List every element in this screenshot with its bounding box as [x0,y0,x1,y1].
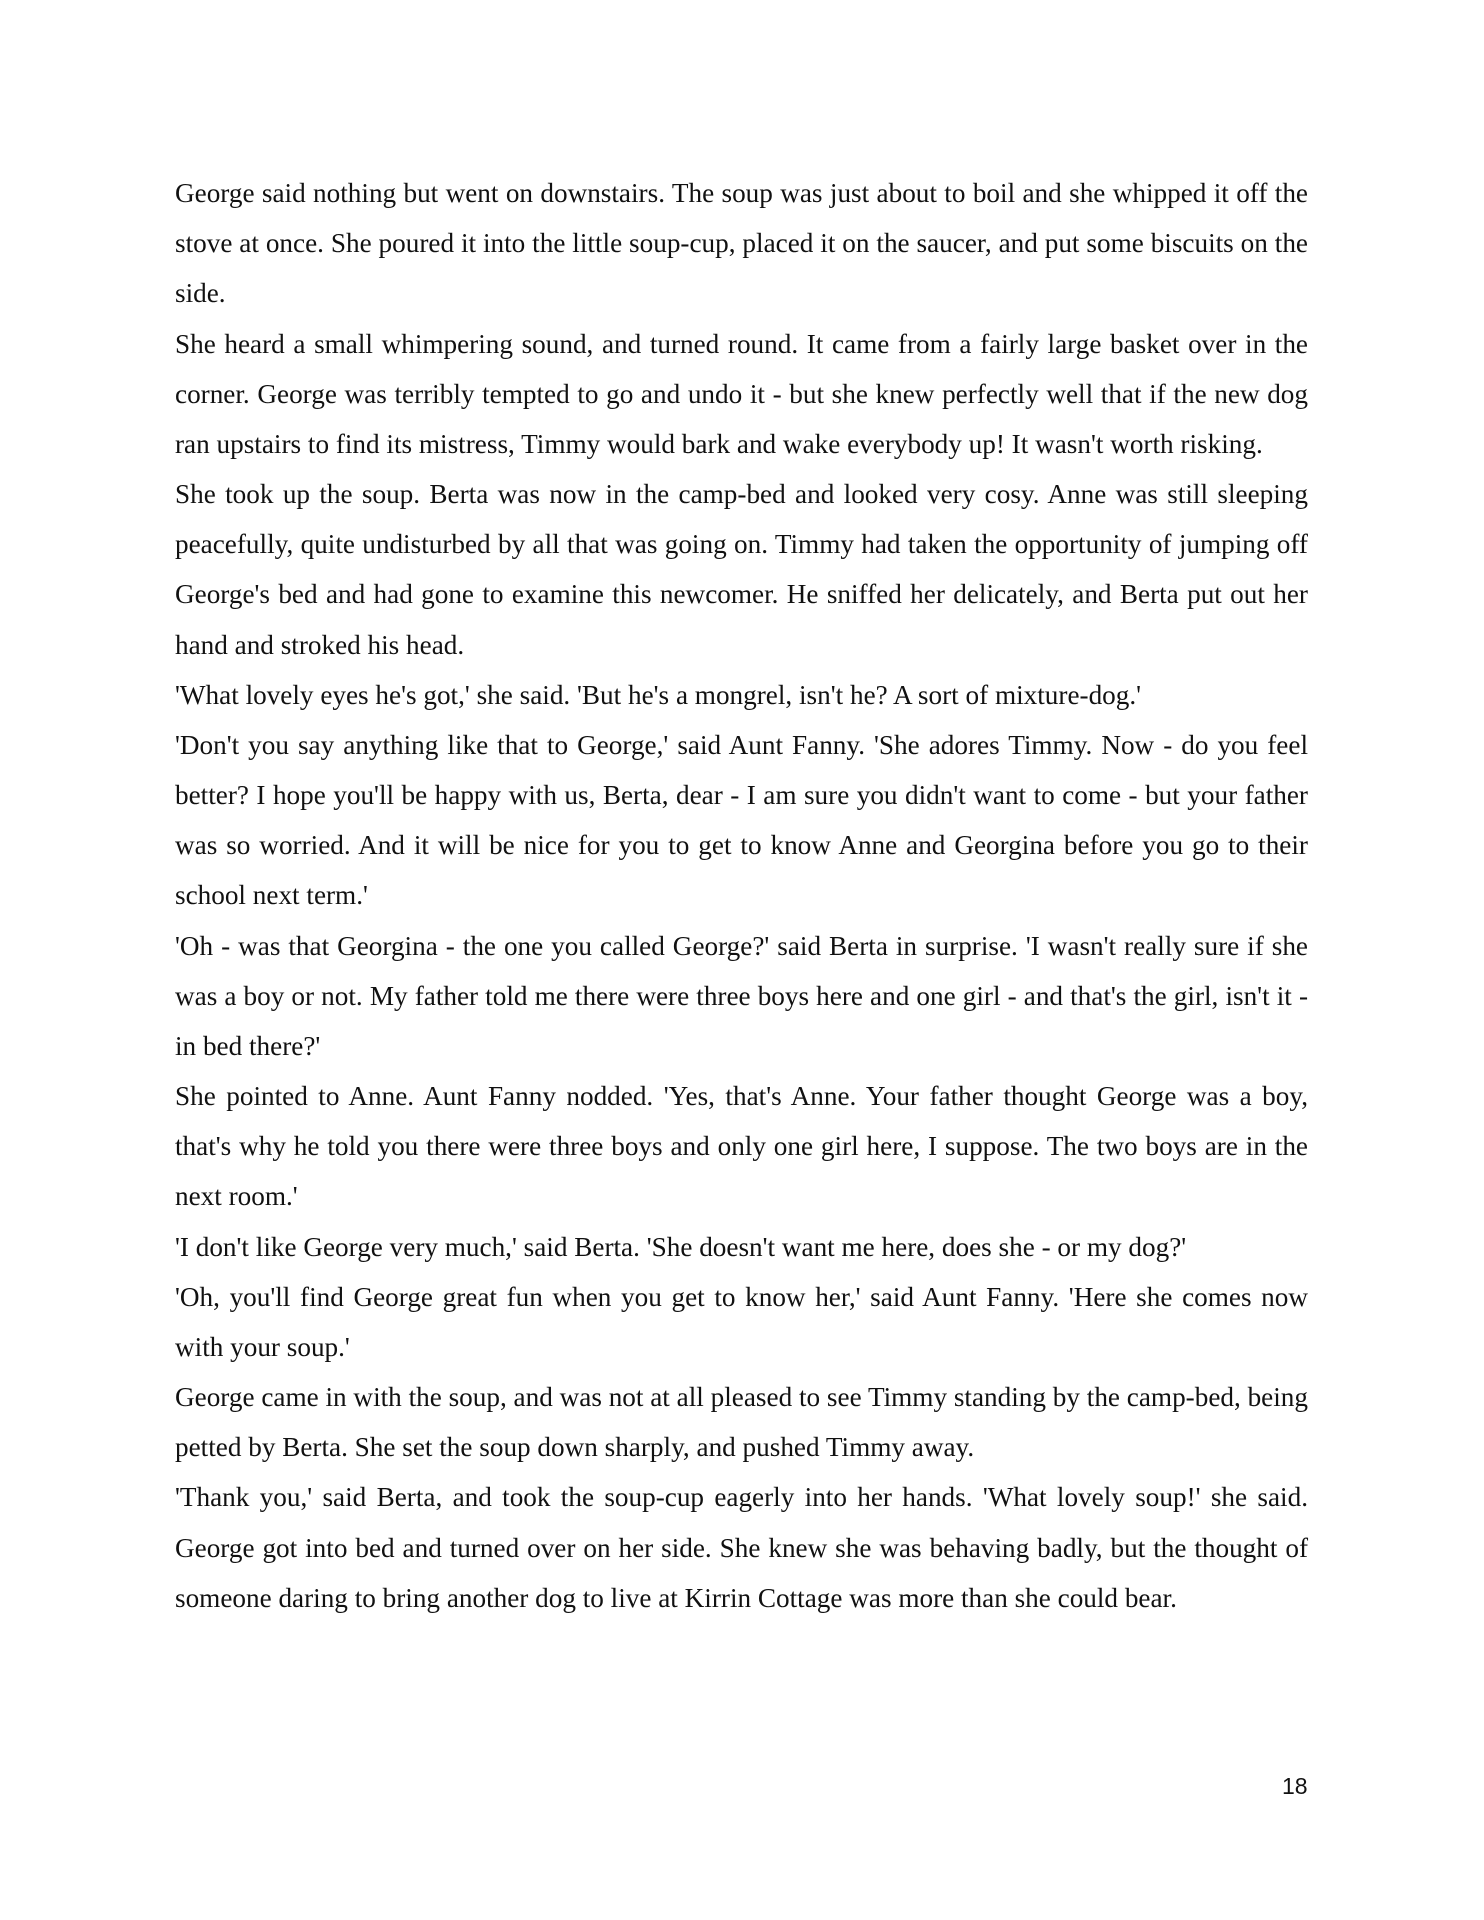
paragraph: She heard a small whimpering sound, and turned round. It came from a fairly large basket over in the corner. George was terribly tempted to go and undo it - but she knew perfectly well that if the new dog ran upstairs to find its mistress, Timmy would bark and wake everybody up! It wasn't worth risking. [175,328,1308,459]
paragraph: She pointed to Anne. Aunt Fanny nodded. 'Yes, that's Anne. Your father thought George was a boy, that's why he told you there were three boys and only one girl here, I suppose. The two boys are in the next room.' [175,1081,1308,1212]
body-text [175,168,1308,1623]
paragraph: 'Oh - was that Georgina - the one you called George?' said Berta in surprise. 'I wasn't really sure if she was a boy or not. My father told me there were three boys here and one girl - and that's the girl, isn't it - in bed there?' [175,930,1308,1061]
paragraph: She took up the soup. Berta was now in the camp-bed and looked very cosy. Anne was still sleeping peacefully, quite undisturbed by all that was going on. Timmy had taken the opportunity of jumping off George's bed and had gone to examine this newcomer. He sniffed her delicately, and Berta put out her hand and stroked his head. [175,479,1308,660]
paragraph: 'Oh, you'll find George great fun when you get to know her,' said Aunt Fanny. 'Here she comes now with your soup.' [175,1281,1308,1362]
paragraph: George said nothing but went on downstairs. The soup was just about to boil and she whipped it off the stove at once. She poured it into the little soup-cup, placed it on the saucer, and put some biscuits on the side. [175,178,1308,309]
paragraph: 'What lovely eyes he's got,' she said. 'But he's a mongrel, isn't he? A sort of mixture-dog.' [175,679,1142,710]
paragraph: 'Don't you say anything like that to George,' said Aunt Fanny. 'She adores Timmy. Now - do you feel better? I hope you'll be happy with us, Berta, dear - I am sure you didn't want to come - but your father was so worried. And it will be nice for you to get to know Anne and Georgina before you go to their school next term.' [175,729,1308,911]
page-number: 18 [1282,1773,1308,1799]
paragraph: George came in with the soup, and was not at all pleased to see Timmy standing by the camp-bed, being petted by Berta. She set the soup down sharply, and pushed Timmy away. [175,1382,1308,1463]
paragraph: 'I don't like George very much,' said Berta. 'She doesn't want me here, does she - or my dog?' [175,1231,1187,1262]
paragraph: 'Thank you,' said Berta, and took the soup-cup eagerly into her hands. 'What lovely soup!' she said. George got into bed and turned over on her side. She knew she was behaving badly, but the thought of someone daring to bring another dog to live at Kirrin Cottage was more than she could bear. [175,1482,1308,1613]
